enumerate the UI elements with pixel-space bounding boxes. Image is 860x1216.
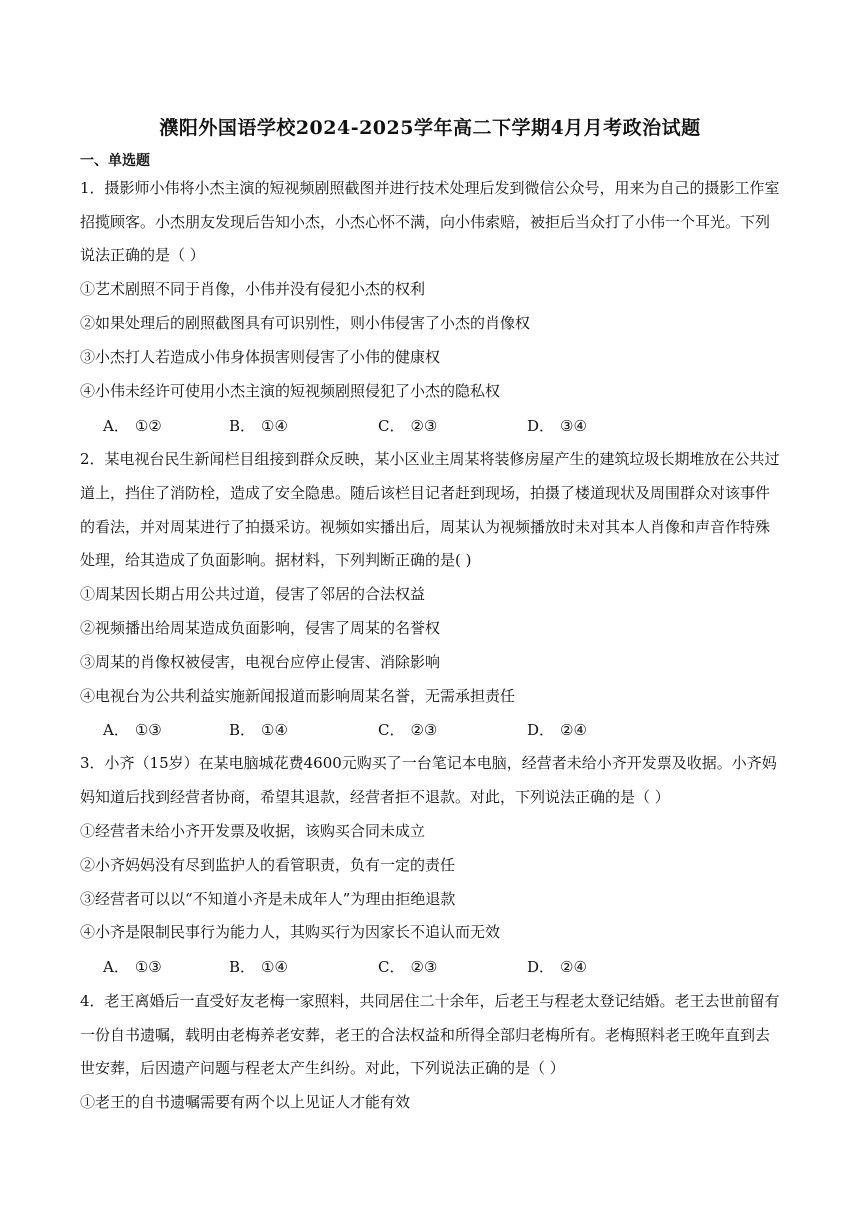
question-stem-line: 说法正确的是（ ） (80, 246, 205, 264)
question-stem-line: 的看法，并对周某进行了拍摄采访。视频如实播出后，周某认为视频播放时未对其本人肖像和声音作特殊 (80, 518, 771, 536)
statement-item: ④小伟未经许可使用小杰主演的短视频剧照侵犯了小杰的隐私权 (80, 382, 501, 400)
answer-option-c[interactable]: C． ②③ (378, 721, 438, 739)
statement-item: ①老王的自书遗嘱需要有两个以上见证人才能有效 (80, 1093, 411, 1111)
question-stem-line: 妈知道后找到经营者协商，希望其退款，经营者拒不退款。对此，下列说法正确的是（ ） (80, 788, 670, 806)
answer-option-c[interactable]: C． ②③ (378, 417, 438, 435)
statement-item: ②视频播出给周某造成负面影响，侵害了周某的名誉权 (80, 619, 441, 637)
answer-option-d[interactable]: D． ③④ (527, 417, 587, 435)
question-stem-line: 1．摄影师小伟将小杰主演的短视频剧照截图并进行技术处理后发到微信公众号，用来为自己的摄影工作室 (80, 179, 780, 197)
question-stem-line: 世安葬，后因遗产问题与程老太产生纠纷。对此，下列说法正确的是（ ） (80, 1059, 565, 1077)
statement-item: ④电视台为公共利益实施新闻报道而影响周某名誉，无需承担责任 (80, 687, 516, 705)
question-stem-line: 处理，给其造成了负面影响。据材料，下列判断正确的是( ) (80, 551, 472, 569)
question-stem-line: 3．小齐（15岁）在某电脑城花费4600元购买了一台笔记本电脑，经营者未给小齐开发票及收据。小齐妈 (80, 754, 777, 772)
statement-item: ①艺术剧照不同于肖像，小伟并没有侵犯小杰的权利 (80, 280, 426, 298)
answer-option-b[interactable]: B． ①④ (229, 958, 288, 976)
statement-item: ③经营者可以以“不知道小齐是未成年人”为理由拒绝退款 (80, 890, 456, 908)
question-stem-line: 一份自书遗嘱，载明由老梅养老安葬，老王的合法权益和所得全部归老梅所有。老梅照料老王晚年直到去 (80, 1026, 771, 1044)
statement-item: ①周某因长期占用公共过道，侵害了邻居的合法权益 (80, 585, 426, 603)
statement-item: ②小齐妈妈没有尽到监护人的看管职责，负有一定的责任 (80, 856, 456, 874)
statement-item: ④小齐是限制民事行为能力人，其购买行为因家长不追认而无效 (80, 923, 501, 941)
answer-option-b[interactable]: B． ①④ (229, 417, 288, 435)
answer-option-c[interactable]: C． ②③ (378, 958, 438, 976)
question-stem-line: 招揽顾客。小杰朋友发现后告知小杰，小杰心怀不满，向小伟索赔，被拒后当众打了小伟一个耳光。下列 (80, 213, 771, 231)
answer-option-b[interactable]: B． ①④ (229, 721, 288, 739)
answer-option-a[interactable]: A． ①② (103, 417, 162, 435)
answer-option-a[interactable]: A． ①③ (103, 958, 162, 976)
page-title: 濮阳外国语学校2024-2025学年高二下学期4月月考政治试题 (159, 117, 701, 139)
question-stem-line: 4．老王离婚后一直受好友老梅一家照料，共同居住二十余年，后老王与程老太登记结婚。老王去世前留有 (80, 992, 780, 1010)
statement-item: ②如果处理后的剧照截图具有可识别性，则小伟侵害了小杰的肖像权 (80, 314, 531, 332)
question-stem-line: 道上，挡住了消防栓，造成了安全隐患。随后该栏目记者赶到现场，拍摄了楼道现状及周围群众对该事件 (80, 484, 771, 502)
statement-item: ③小杰打人若造成小伟身体损害则侵害了小伟的健康权 (80, 348, 441, 366)
section-heading: 一、单选题 (80, 153, 150, 169)
statement-item: ③周某的肖像权被侵害，电视台应停止侵害、消除影响 (80, 653, 441, 671)
answer-option-a[interactable]: A． ①③ (103, 721, 162, 739)
answer-option-d[interactable]: D． ②④ (527, 721, 587, 739)
answer-option-d[interactable]: D． ②④ (527, 958, 587, 976)
statement-item: ①经营者未给小齐开发票及收据，该购买合同未成立 (80, 822, 426, 840)
question-stem-line: 2．某电视台民生新闻栏目组接到群众反映，某小区业主周某将装修房屋产生的建筑垃圾长期堆放在公共过 (80, 450, 780, 468)
